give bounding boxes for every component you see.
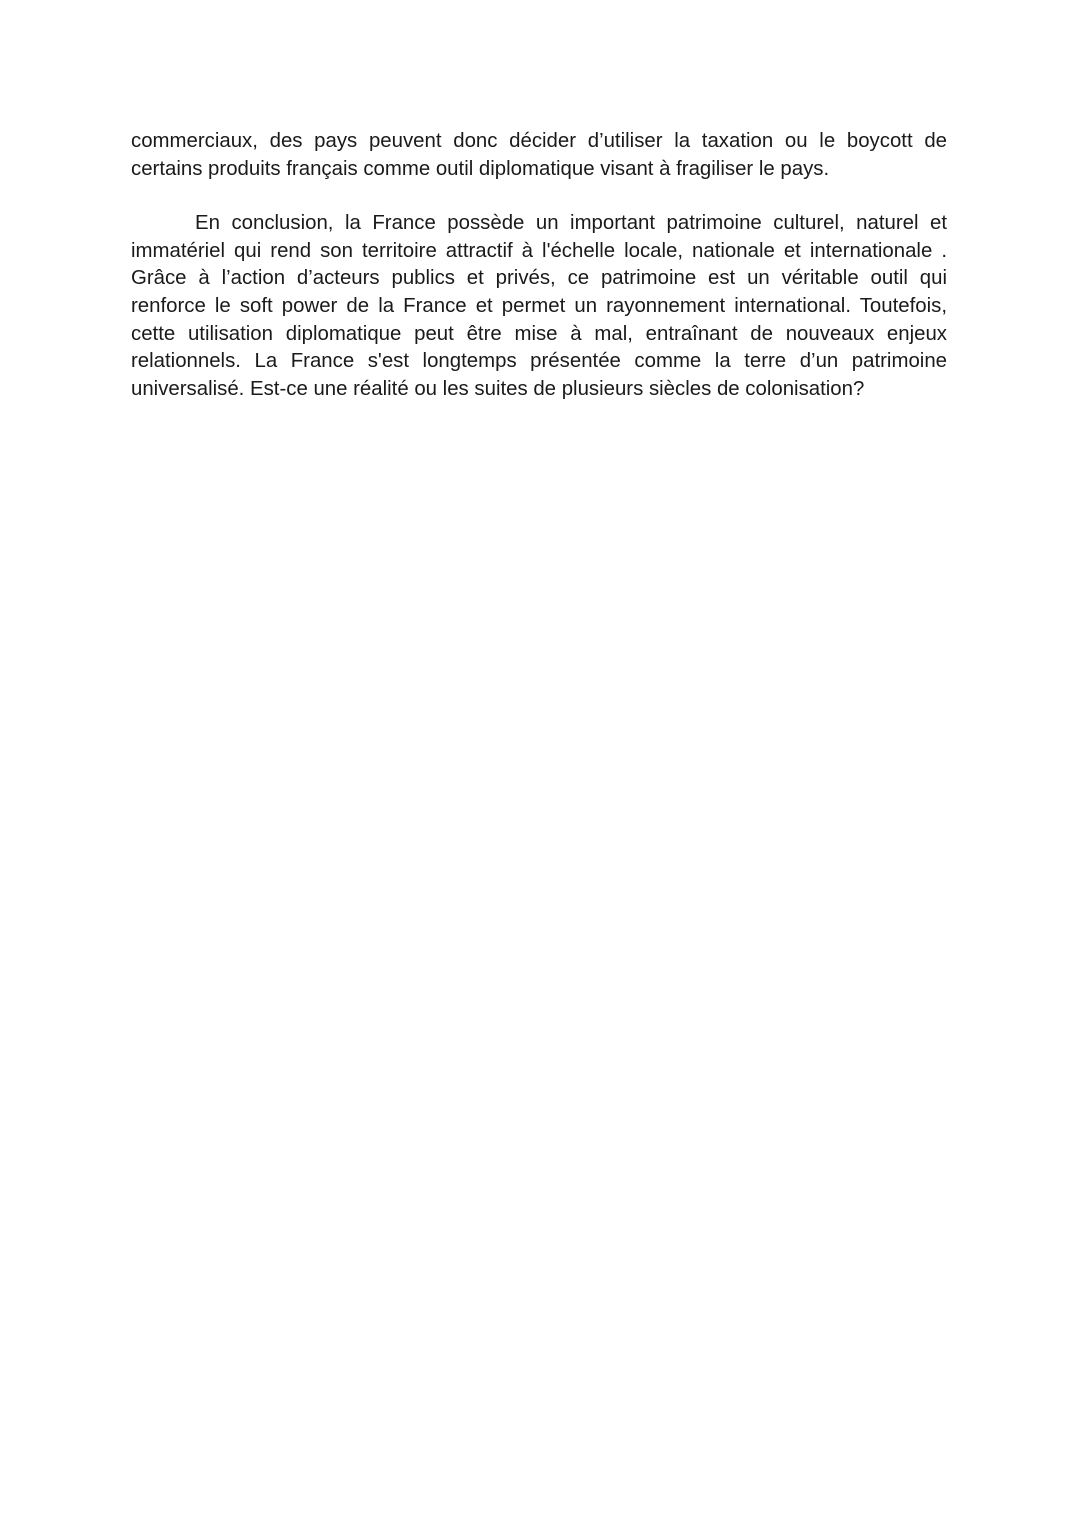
paragraph-continuation: commerciaux, des pays peuvent donc décider d’utiliser la taxation ou le boycott de certains produits français comme outil diplomatique visant à fragiliser le pays. [131,130,947,180]
document-body [131,128,947,403]
paragraph-conclusion: En conclusion, la France possède un important patrimoine culturel, naturel et immatériel qui rend son territoire attractif à l'échelle locale, nationale et internationale . Grâce à l’action d’acteurs publics et privés, ce patrimoine est un véritable outil qui renforce le soft power de la France et permet un rayonnement international. Toutefois, cette utilisation diplomatique peut être mise à mal, entraînant de nouveaux enjeux relationnels. La France s'est longtemps présentée comme la terre d’un patrimoine universalisé. Est-ce une réalité ou les suites de plusieurs siècles de colonisation? [131,212,947,400]
